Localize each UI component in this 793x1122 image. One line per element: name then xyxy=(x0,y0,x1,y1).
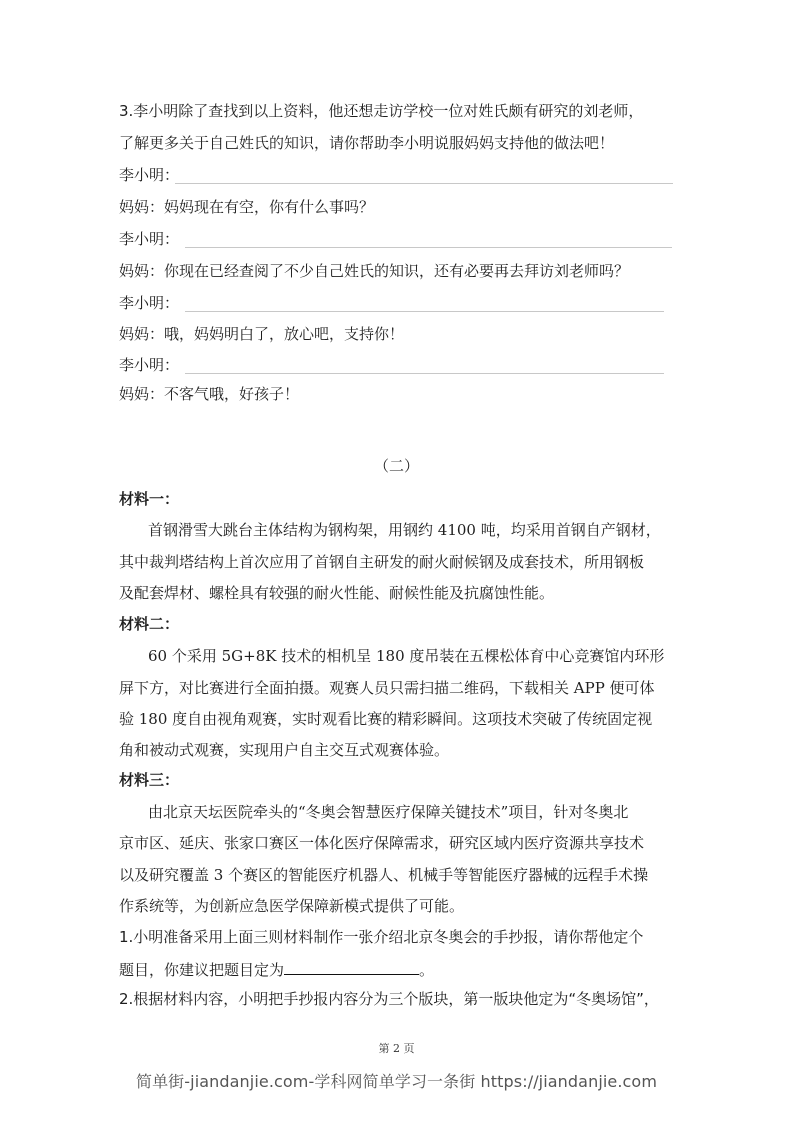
title-fill-blank[interactable] xyxy=(284,958,419,975)
material-3-line-4: 作系统等，为创新应急医学保障新模式提供了可能。 xyxy=(119,897,465,915)
section-title: （二） xyxy=(373,457,419,475)
dialogue-answer-row-2 xyxy=(119,229,679,251)
question-2-line-1: 2.根据材料内容，小明把手抄报内容分为三个版块，第一版块他定为“冬奥场馆”， xyxy=(119,990,659,1008)
material-2-line-4: 角和被动式观赛，实现用户自主交互式观赛体验。 xyxy=(119,741,450,759)
dialogue-answer-row-1 xyxy=(119,165,679,187)
material-1-line-3: 及配套焊材、螺栓具有较强的耐火性能、耐候性能及抗腐蚀性能。 xyxy=(119,584,555,602)
dialogue-answer-row-3 xyxy=(119,293,679,315)
speaker-label: 李小明： xyxy=(119,230,180,248)
dialogue-text: 妈妈现在有空，你有什么事吗？ xyxy=(164,198,375,216)
answer-blank-line[interactable] xyxy=(185,247,672,248)
answer-blank-line[interactable] xyxy=(185,373,664,374)
speaker-label: 李小明： xyxy=(119,166,180,184)
dialogue-line-mom-4 xyxy=(119,384,299,404)
material-1-line-1: 首钢滑雪大跳台主体结构为钢构架，用钢约 4100 吨，均采用首钢自产钢材， xyxy=(148,521,661,539)
speaker-label: 妈妈： xyxy=(119,198,165,216)
material-2-line-1: 60 个采用 5G+8K 技术的相机呈 180 度吊装在五棵松体育中心竞赛馆内环形 xyxy=(148,647,665,665)
material-1-heading: 材料一： xyxy=(119,490,180,508)
watermark-footer: 简单街-jiandanjie.com-学科网简单学习一条街 https://jiandanjie.com xyxy=(135,1072,658,1091)
question-3-line-2: 了解更多关于自己姓氏的知识，请你帮助李小明说服妈妈支持他的做法吧！ xyxy=(119,134,615,152)
dialogue-line-mom-1 xyxy=(119,197,374,217)
dialogue-text: 你现在已经查阅了不少自己姓氏的知识，还有必要再去拜访刘老师吗？ xyxy=(164,262,630,280)
speaker-label: 妈妈： xyxy=(119,325,165,343)
speaker-label: 李小明： xyxy=(119,356,180,374)
question-1-line-2 xyxy=(119,958,434,980)
material-2-line-3: 验 180 度自由视角观赛，实时观看比赛的精彩瞬间。这项技术突破了传统固定视 xyxy=(119,710,653,728)
material-2-heading: 材料二： xyxy=(119,615,180,633)
speaker-label: 李小明： xyxy=(119,294,180,312)
dialogue-line-mom-2 xyxy=(119,261,629,281)
material-1-line-2: 其中裁判塔结构上首次应用了首钢自主研发的耐火耐候钢及成套技术，所用钢板 xyxy=(119,553,645,571)
dialogue-text: 不客气哦，好孩子！ xyxy=(164,385,300,403)
speaker-label: 妈妈： xyxy=(119,385,165,403)
question-3-line-1: 3.李小明除了查找到以上资料，他还想走访学校一位对姓氏颇有研究的刘老师， xyxy=(119,102,644,120)
question-1-line-1: 1.小明准备采用上面三则材料制作一张介绍北京冬奥会的手抄报，请你帮他定个 xyxy=(119,928,644,946)
answer-blank-line[interactable] xyxy=(185,311,664,312)
dialogue-answer-row-4 xyxy=(119,355,679,377)
answer-blank-line[interactable] xyxy=(175,183,673,184)
material-3-line-2: 京市区、延庆、张家口赛区一体化医疗保障需求，研究区域内医疗资源共享技术 xyxy=(119,834,645,852)
material-2-line-2: 屏下方，对比赛进行全面拍摄。观赛人员只需扫描二维码，下载相关 APP 便可体 xyxy=(119,679,655,697)
dialogue-line-mom-3 xyxy=(119,324,404,344)
dialogue-text: 哦，妈妈明白了，放心吧，支持你！ xyxy=(164,325,405,343)
material-3-line-1: 由北京天坛医院牵头的“冬奥会智慧医疗保障关键技术”项目，针对冬奥北 xyxy=(148,803,629,821)
question-1-prefix: 题目，你建议把题目定为 xyxy=(119,961,285,979)
page-number: 第 2 页 xyxy=(378,1042,415,1055)
material-3-heading: 材料三： xyxy=(119,771,180,789)
question-1-suffix: 。 xyxy=(419,961,435,979)
material-3-line-3: 以及研究覆盖 3 个赛区的智能医疗机器人、机械手等智能医疗器械的远程手术操 xyxy=(119,866,649,884)
speaker-label: 妈妈： xyxy=(119,262,165,280)
